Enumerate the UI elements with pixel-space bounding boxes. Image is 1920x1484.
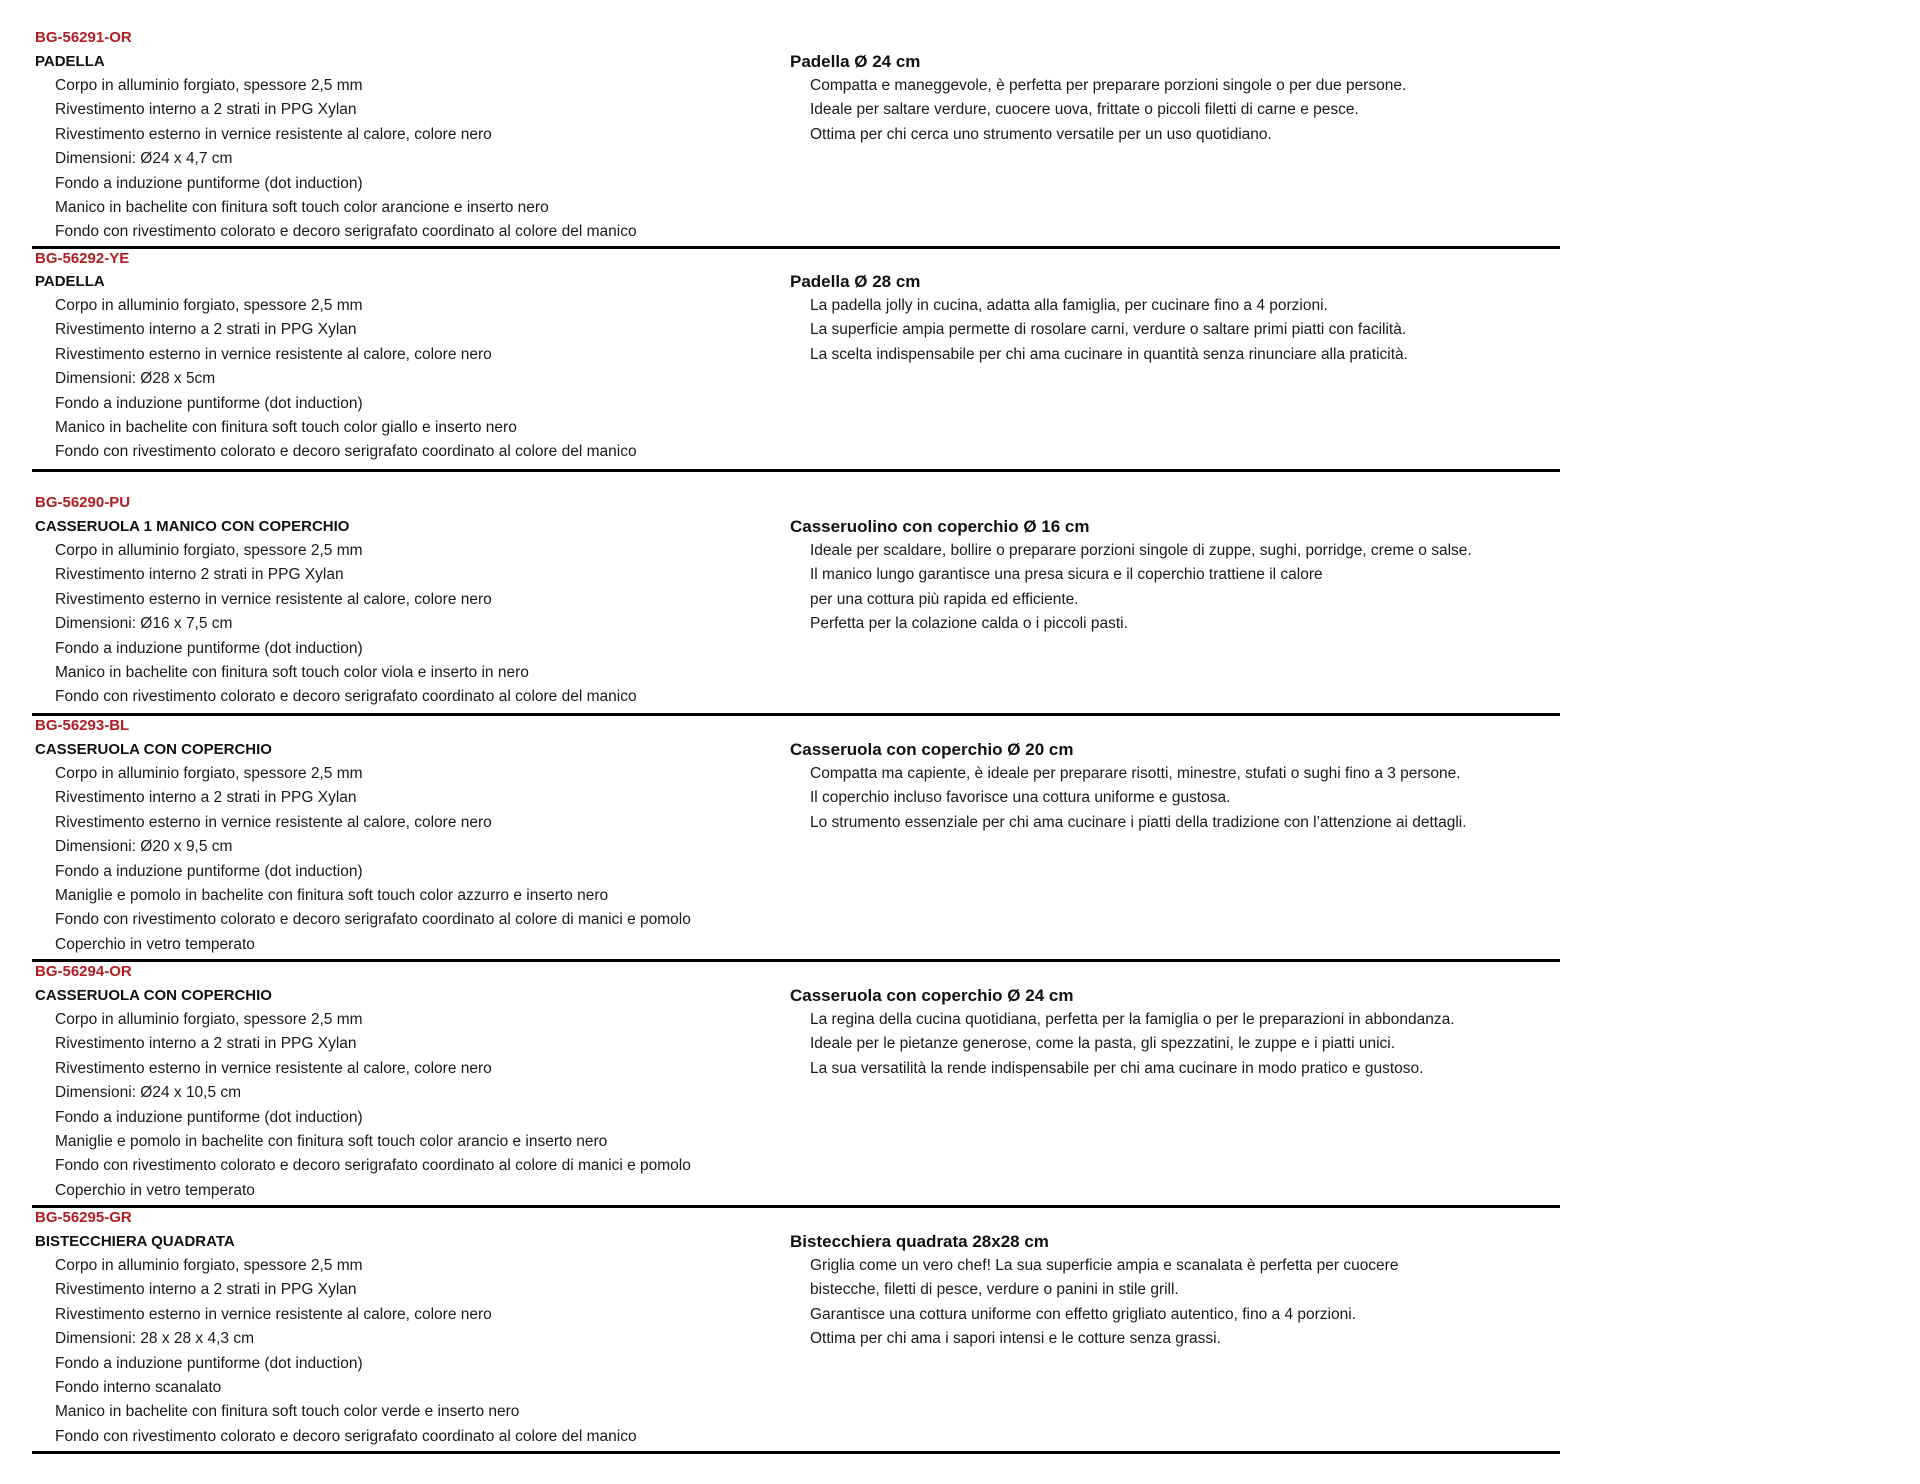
product-name: CASSERUOLA CON COPERCHIO xyxy=(35,987,272,1004)
description-line: Perfetta per la colazione calda o i piccoli pasti. xyxy=(810,615,1128,633)
spec-item: Dimensioni: Ø24 x 10,5 cm xyxy=(55,1084,242,1102)
spec-item: Fondo con rivestimento colorato e decoro serigrafato coordinato al colore del manico xyxy=(55,223,637,241)
spec-item: Rivestimento interno a 2 strati in PPG Xylan xyxy=(55,1035,357,1053)
spec-item: Maniglie e pomolo in bachelite con finitura soft touch color azzurro e inserto nero xyxy=(55,886,609,904)
description-line: Ottima per chi ama i sapori intensi e le cotture senza grassi. xyxy=(810,1330,1221,1348)
description-list xyxy=(810,1008,1455,1081)
description-title: Casseruola con coperchio Ø 24 cm xyxy=(790,986,1074,1005)
spec-item: Rivestimento esterno in vernice resistente al calore, colore nero xyxy=(55,1059,492,1077)
description-title: Padella Ø 28 cm xyxy=(790,272,921,291)
spec-list xyxy=(55,74,637,245)
spec-item: Dimensioni: Ø20 x 9,5 cm xyxy=(55,838,233,856)
product-entry xyxy=(32,1206,1560,1454)
description-line: Ottima per chi cerca uno strumento versatile per un uso quotidiano. xyxy=(810,125,1272,143)
description-line: La scelta indispensabile per chi ama cucinare in quantità senza rinunciare alla praticità. xyxy=(810,345,1408,363)
spec-item: Dimensioni: Ø28 x 5cm xyxy=(55,370,216,388)
description-list xyxy=(810,762,1467,835)
description-line: Il coperchio incluso favorisce una cottura uniforme e gustosa. xyxy=(810,789,1231,807)
description-line: Ideale per saltare verdure, cuocere uova, frittate o piccoli filetti di carne e pesce. xyxy=(810,101,1359,119)
spec-item: Rivestimento interno a 2 strati in PPG Xylan xyxy=(55,1281,357,1299)
spec-item: Fondo con rivestimento colorato e decoro serigrafato coordinato al colore di manici e pomolo xyxy=(55,1157,691,1175)
spec-item: Rivestimento interno 2 strati in PPG Xylan xyxy=(55,566,344,584)
product-entry xyxy=(32,26,1560,249)
spec-item: Rivestimento esterno in vernice resistente al calore, colore nero xyxy=(55,590,492,608)
spec-item: Corpo in alluminio forgiato, spessore 2,5 mm xyxy=(55,1011,363,1028)
spec-item: Manico in bachelite con finitura soft touch color arancione e inserto nero xyxy=(55,198,549,216)
description-list xyxy=(810,294,1408,367)
spec-item: Dimensioni: Ø16 x 7,5 cm xyxy=(55,615,233,633)
spec-item: Rivestimento esterno in vernice resistente al calore, colore nero xyxy=(55,813,492,831)
spec-item: Manico in bachelite con finitura soft touch color giallo e inserto nero xyxy=(55,418,517,436)
spec-list xyxy=(55,294,637,465)
product-name: BISTECCHIERA QUADRATA xyxy=(35,1233,235,1250)
spec-list xyxy=(55,539,637,710)
product-name: PADELLA xyxy=(35,53,105,70)
description-line: Compatta e maneggevole, è perfetta per preparare porzioni singole o per due persone. xyxy=(810,77,1407,94)
description-line: Ideale per scaldare, bollire o preparare porzioni singole di zuppe, sughi, porridge, creme o salse. xyxy=(810,542,1472,559)
product-code: BG-56292-YE xyxy=(35,250,130,267)
product-entry xyxy=(32,491,1560,716)
spec-item: Fondo a induzione puntiforme (dot induction) xyxy=(55,394,363,412)
spec-item: Corpo in alluminio forgiato, spessore 2,5 mm xyxy=(55,77,363,94)
spec-item: Corpo in alluminio forgiato, spessore 2,5 mm xyxy=(55,542,363,559)
description-list xyxy=(810,74,1406,147)
product-code: BG-56295-GR xyxy=(35,1209,132,1226)
spec-item: Rivestimento esterno in vernice resistente al calore, colore nero xyxy=(55,125,492,143)
product-code: BG-56294-OR xyxy=(35,963,132,980)
description-title: Bistecchiera quadrata 28x28 cm xyxy=(790,1232,1049,1251)
description-title: Padella Ø 24 cm xyxy=(790,52,921,71)
spec-item: Dimensioni: 28 x 28 x 4,3 cm xyxy=(55,1330,255,1348)
spec-list xyxy=(55,1254,637,1449)
spec-item: Manico in bachelite con finitura soft touch color verde e inserto nero xyxy=(55,1403,520,1421)
product-name: CASSERUOLA CON COPERCHIO xyxy=(35,741,272,758)
spec-item: Rivestimento interno a 2 strati in PPG Xylan xyxy=(55,789,357,807)
description-line: Garantisce una cottura uniforme con effetto grigliato autentico, fino a 4 porzioni. xyxy=(810,1305,1356,1323)
spec-item: Coperchio in vetro temperato xyxy=(55,935,255,953)
description-line: La sua versatilità la rende indispensabile per chi ama cucinare in modo pratico e gustoso. xyxy=(810,1059,1424,1077)
description-line: Lo strumento essenziale per chi ama cucinare i piatti della tradizione con l’attenzione ai dettagli. xyxy=(810,813,1467,831)
spec-item: Fondo a induzione puntiforme (dot induction) xyxy=(55,862,363,880)
spec-item: Fondo a induzione puntiforme (dot induction) xyxy=(55,1108,363,1126)
product-code: BG-56290-PU xyxy=(35,494,131,511)
spec-item: Dimensioni: Ø24 x 4,7 cm xyxy=(55,150,233,168)
spec-item: Rivestimento esterno in vernice resistente al calore, colore nero xyxy=(55,1305,492,1323)
description-line: Compatta ma capiente, è ideale per preparare risotti, minestre, stufati o sughi fino a 3 persone. xyxy=(810,765,1461,782)
spec-item: Rivestimento interno a 2 strati in PPG Xylan xyxy=(55,321,357,339)
description-line: La padella jolly in cucina, adatta alla famiglia, per cucinare fino a 4 porzioni. xyxy=(810,297,1328,314)
product-entry xyxy=(32,714,1560,962)
spec-item: Fondo a induzione puntiforme (dot induction) xyxy=(55,639,363,657)
spec-item: Fondo a induzione puntiforme (dot induction) xyxy=(55,174,363,192)
description-line: Il manico lungo garantisce una presa sicura e il coperchio trattiene il calore xyxy=(810,566,1323,584)
description-line: La superficie ampia permette di rosolare carni, verdure o saltare primi piatti con facilità. xyxy=(810,321,1407,339)
spec-item: Fondo con rivestimento colorato e decoro serigrafato coordinato al colore del manico xyxy=(55,688,637,706)
description-line: Griglia come un vero chef! La sua superficie ampia e scanalata è perfetta per cuocere xyxy=(810,1257,1399,1274)
spec-item: Maniglie e pomolo in bachelite con finitura soft touch color arancio e inserto nero xyxy=(55,1132,608,1150)
description-list xyxy=(810,539,1472,637)
product-entry xyxy=(32,247,1560,472)
product-code: BG-56293-BL xyxy=(35,717,130,734)
spec-item: Manico in bachelite con finitura soft touch color viola e inserto in nero xyxy=(55,663,529,681)
spec-item: Rivestimento esterno in vernice resistente al calore, colore nero xyxy=(55,345,492,363)
spec-item: Fondo a induzione puntiforme (dot induction) xyxy=(55,1354,363,1372)
spec-item: Coperchio in vetro temperato xyxy=(55,1181,255,1199)
spec-list xyxy=(55,1008,691,1203)
description-title: Casseruola con coperchio Ø 20 cm xyxy=(790,740,1074,759)
spec-item: Fondo con rivestimento colorato e decoro serigrafato coordinato al colore del manico xyxy=(55,1427,637,1445)
description-line: La regina della cucina quotidiana, perfetta per la famiglia o per le preparazioni in abbondanza. xyxy=(810,1011,1455,1028)
spec-item: Rivestimento interno a 2 strati in PPG Xylan xyxy=(55,101,357,119)
spec-item: Fondo con rivestimento colorato e decoro serigrafato coordinato al colore del manico xyxy=(55,443,637,461)
spec-list xyxy=(55,762,691,957)
spec-item: Fondo con rivestimento colorato e decoro serigrafato coordinato al colore di manici e pomolo xyxy=(55,911,691,929)
product-name: PADELLA xyxy=(35,273,105,290)
product-entry xyxy=(32,960,1560,1208)
product-code: BG-56291-OR xyxy=(35,29,132,46)
spec-item: Corpo in alluminio forgiato, spessore 2,5 mm xyxy=(55,765,363,782)
product-name: CASSERUOLA 1 MANICO CON COPERCHIO xyxy=(35,518,350,535)
description-line: bistecche, filetti di pesce, verdure o panini in stile grill. xyxy=(810,1281,1179,1299)
description-list xyxy=(810,1254,1398,1352)
spec-item: Corpo in alluminio forgiato, spessore 2,5 mm xyxy=(55,297,363,314)
description-title: Casseruolino con coperchio Ø 16 cm xyxy=(790,517,1090,536)
description-line: per una cottura più rapida ed efficiente. xyxy=(810,590,1079,608)
spec-item: Corpo in alluminio forgiato, spessore 2,5 mm xyxy=(55,1257,363,1274)
description-line: Ideale per le pietanze generose, come la pasta, gli spezzatini, le zuppe e i piatti unici. xyxy=(810,1035,1396,1053)
spec-item: Fondo interno scanalato xyxy=(55,1378,222,1396)
